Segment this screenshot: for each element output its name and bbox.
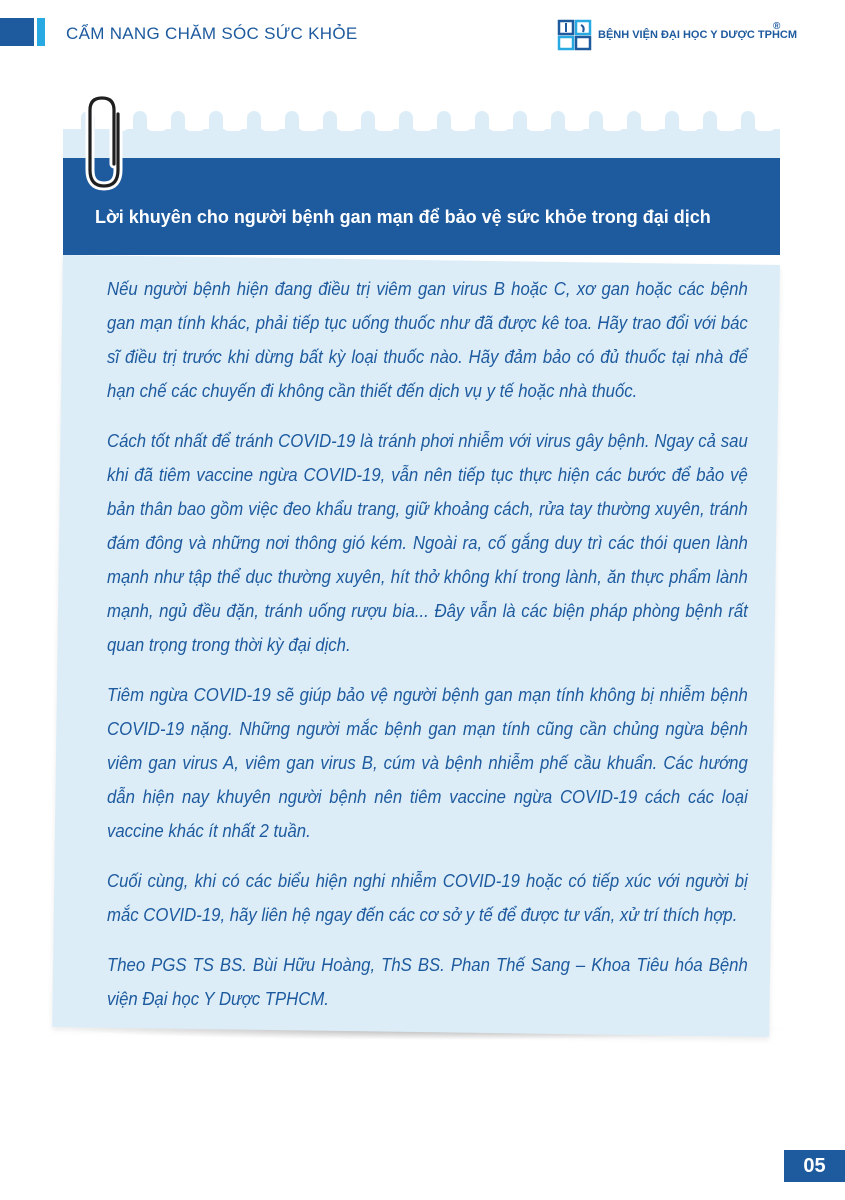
paragraph-source: Theo PGS TS BS. Bùi Hữu Hoàng, ThS BS. Phan Thế Sang – Khoa Tiêu hóa Bệnh viện Đại học Y Dược TPHCM. xyxy=(107,954,748,1009)
paragraph-2: Cách tốt nhất để tránh COVID-19 là tránh phơi nhiễm với virus gây bệnh. Ngay cả sau khi đã tiêm vaccine ngừa COVID-19, vẫn nên tiếp tục thực hiện các bước để bảo vệ bản thân bao gồm việc đeo khẩu trang, giữ khoảng cách, rửa tay thường xuyên, tránh đám đông và những nơi thông gió kém. Ngoài ra, cố gắng duy trì các thói quen lành mạnh như tập thể dục thường xuyên, hít thở không khí trong lành, ăn thực phẩm lành mạnh, ngủ đều đặn, tránh uống rượu bia... Đây vẫn là các biện pháp phòng bệnh rất quan trọng trong thời kỳ đại dịch. xyxy=(107,430,748,655)
registered-mark: ® xyxy=(773,21,781,32)
publication-title: CẨM NANG CHĂM SÓC SỨC KHỎE xyxy=(66,24,358,43)
paragraph-1: Nếu người bệnh hiện đang điều trị viêm gan virus B hoặc C, xơ gan hoặc các bệnh gan mạn tính khác, phải tiếp tục uống thuốc như đã được kê toa. Hãy trao đổi với bác sĩ điều trị trước khi dừng bất kỳ loại thuốc nào. Hãy đảm bảo có đủ thuốc tại nhà để hạn chế các chuyến đi không cần thiết đến dịch vụ y tế hoặc nhà thuốc. xyxy=(107,278,748,401)
binder-rings-icon xyxy=(63,99,780,159)
header-corner-stripe xyxy=(37,18,45,46)
header-corner-block xyxy=(0,18,34,46)
hospital-logo-icon xyxy=(557,19,593,51)
paragraph-4: Cuối cùng, khi có các biểu hiện nghi nhiễm COVID-19 hoặc có tiếp xúc với người bị mắc COVID-19, hãy liên hệ ngay đến các cơ sở y tế để được tư vấn, xử trí thích hợp. xyxy=(107,870,748,925)
page-number: 05 xyxy=(784,1150,845,1182)
article-body xyxy=(107,272,748,1032)
article-title: Lời khuyên cho người bệnh gan mạn để bảo vệ sức khỏe trong đại dịch xyxy=(95,207,711,227)
hospital-name: BỆNH VIỆN ĐẠI HỌC Y DƯỢC TPHCM xyxy=(598,29,798,41)
paragraph-3: Tiêm ngừa COVID-19 sẽ giúp bảo vệ người bệnh gan mạn tính không bị nhiễm bệnh COVID-19 nặng. Những người mắc bệnh gan mạn tính cũng cần chủng ngừa bệnh viêm gan virus A, viêm gan virus B, cúm và bệnh nhiễm phế cầu khuẩn. Các hướng dẫn hiện nay khuyên người bệnh nên tiêm vaccine ngừa COVID-19 cách các loại vaccine khác ít nhất 2 tuần. xyxy=(107,684,748,841)
paperclip-icon xyxy=(74,92,136,192)
